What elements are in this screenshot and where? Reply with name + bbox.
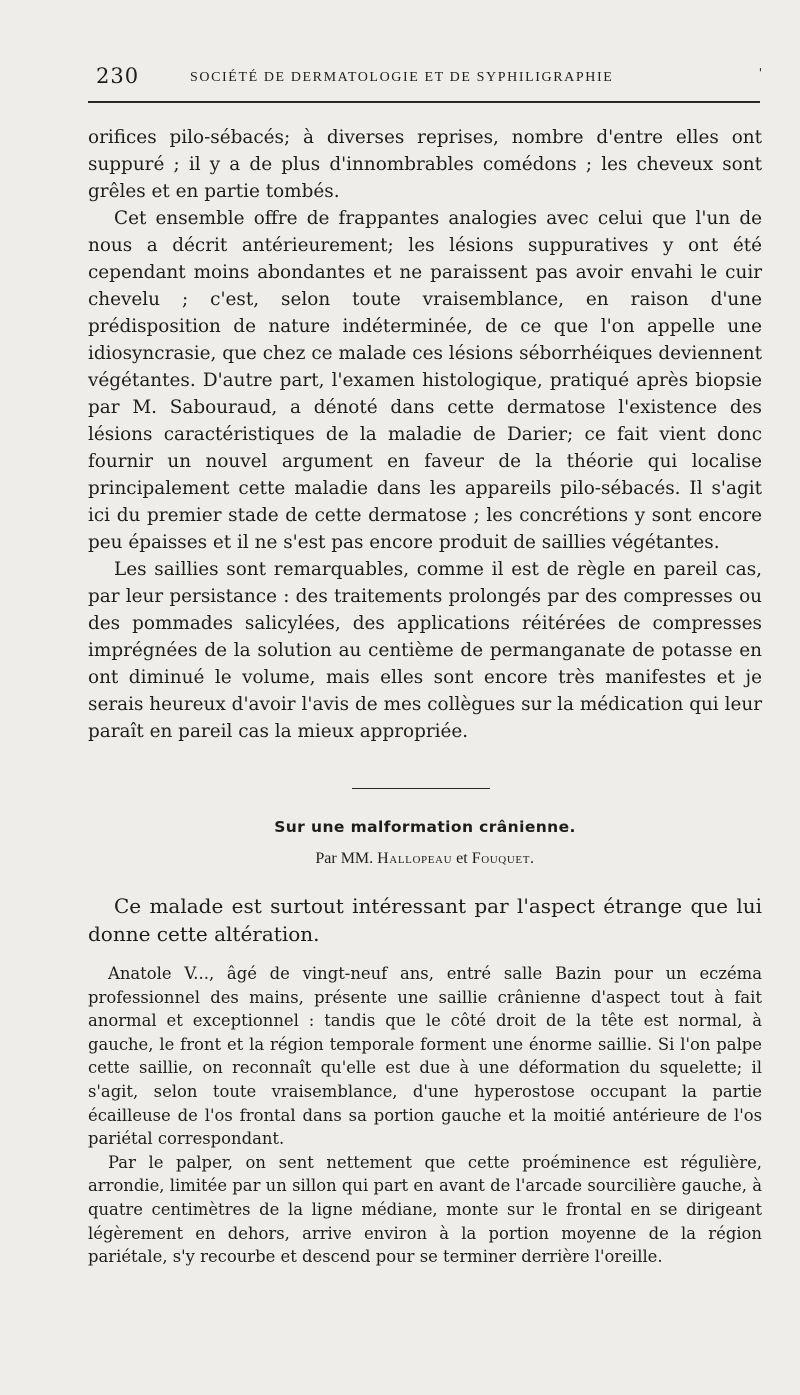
- authors-prefix: Par MM.: [315, 850, 374, 867]
- paragraph: Les saillies sont remarquables, comme il est de règle en pareil cas, par leur persistance : des traitements prolongés par des compresses ou des pommades salicylées, des applications réitérées de compresses imprégnées de la solution au centième de permanganate de potasse en ont diminué le volume, mais elles sont encore très manifestes et je serais heureux d'avoir l'avis de mes collègues sur la médication qui leur paraît en pareil cas la mieux appropriée.: [88, 559, 762, 742]
- section-separator: [352, 788, 490, 789]
- header-rule: [88, 101, 760, 103]
- running-head: SOCIÉTÉ DE DERMATOLOGIE ET DE SYPHILIGRAPHIE: [190, 70, 614, 85]
- page-header: [88, 64, 762, 92]
- author-name: Fouquet.: [471, 850, 535, 867]
- paragraph: Par le palper, on sent nettement que cette proéminence est régulière, arrondie, limitée par un sillon qui part en avant de l'arcade sourcilière gauche, à quatre centimètres de la ligne médiane, monte sur le frontal en se dirigeant légèrement en dehors, arrive environ à la portion moyenne de la région pariétale, s'y recourbe et descend pour se terminer derrière l'oreille.: [88, 1152, 762, 1267]
- case-description: [88, 962, 762, 1269]
- page-number: 230: [96, 64, 140, 88]
- article-title: Sur une malformation crânienne.: [274, 818, 576, 836]
- paragraph: Cet ensemble offre de frappantes analogies avec celui que l'un de nous a décrit antérieurement; les lésions suppuratives y ont été cependant moins abondantes et ne paraissent pas avoir envahi le cuir chevelu ; c'est, selon toute vraisemblance, en raison d'une prédisposition de nature indéterminée, de ce que l'on appelle une idiosyncrasie, que chez ce malade ces lésions séborrhéiques deviennent végétantes. D'autre part, l'examen histologique, pratiqué après biopsie par M. Sabouraud, a dénoté dans cette dermatose l'existence des lésions caractéristiques de la maladie de Darier; ce fait vient donc fournir un nouvel argument en faveur de la théorie qui localise principalement cette maladie dans les appareils pilo-sébacés. Il s'agit ici du premier stade de cette dermatose ; les concrétions y sont encore peu épaisses et il ne s'est pas encore produit de saillies végétantes.: [88, 208, 762, 553]
- authors-joiner: et: [456, 850, 468, 867]
- paragraph: Anatole V..., âgé de vingt-neuf ans, entré salle Bazin pour un eczéma professionnel des mains, présente une saillie crânienne d'aspect tout à fait anormal et exceptionnel : tandis que le côté droit de la tête est normal, à gauche, le front et la région temporale forment une énorme saillie. Si l'on palpe cette saillie, on reconnaît qu'elle est due à une déformation du squelette; il s'agit, selon toute vraisemblance, d'une hyperostose occupant la partie écailleuse de l'os frontal dans sa portion gauche et la moitié antérieure de l'os pariétal correspondant.: [88, 964, 762, 1149]
- article-intro: [88, 892, 762, 948]
- article-authors: [0, 850, 800, 868]
- corner-mark: ': [758, 66, 762, 80]
- paragraph: orifices pilo-sébacés; à diverses reprises, nombre d'entre elles ont suppuré ; il y a de plus d'innombrables comédons ; les cheveux sont grêles et en partie tombés.: [88, 127, 762, 202]
- author-name: Hallopeau: [377, 850, 453, 867]
- intro-paragraph: Ce malade est surtout intéressant par l'aspect étrange que lui donne cette altération.: [88, 894, 762, 946]
- continued-text: [88, 124, 762, 745]
